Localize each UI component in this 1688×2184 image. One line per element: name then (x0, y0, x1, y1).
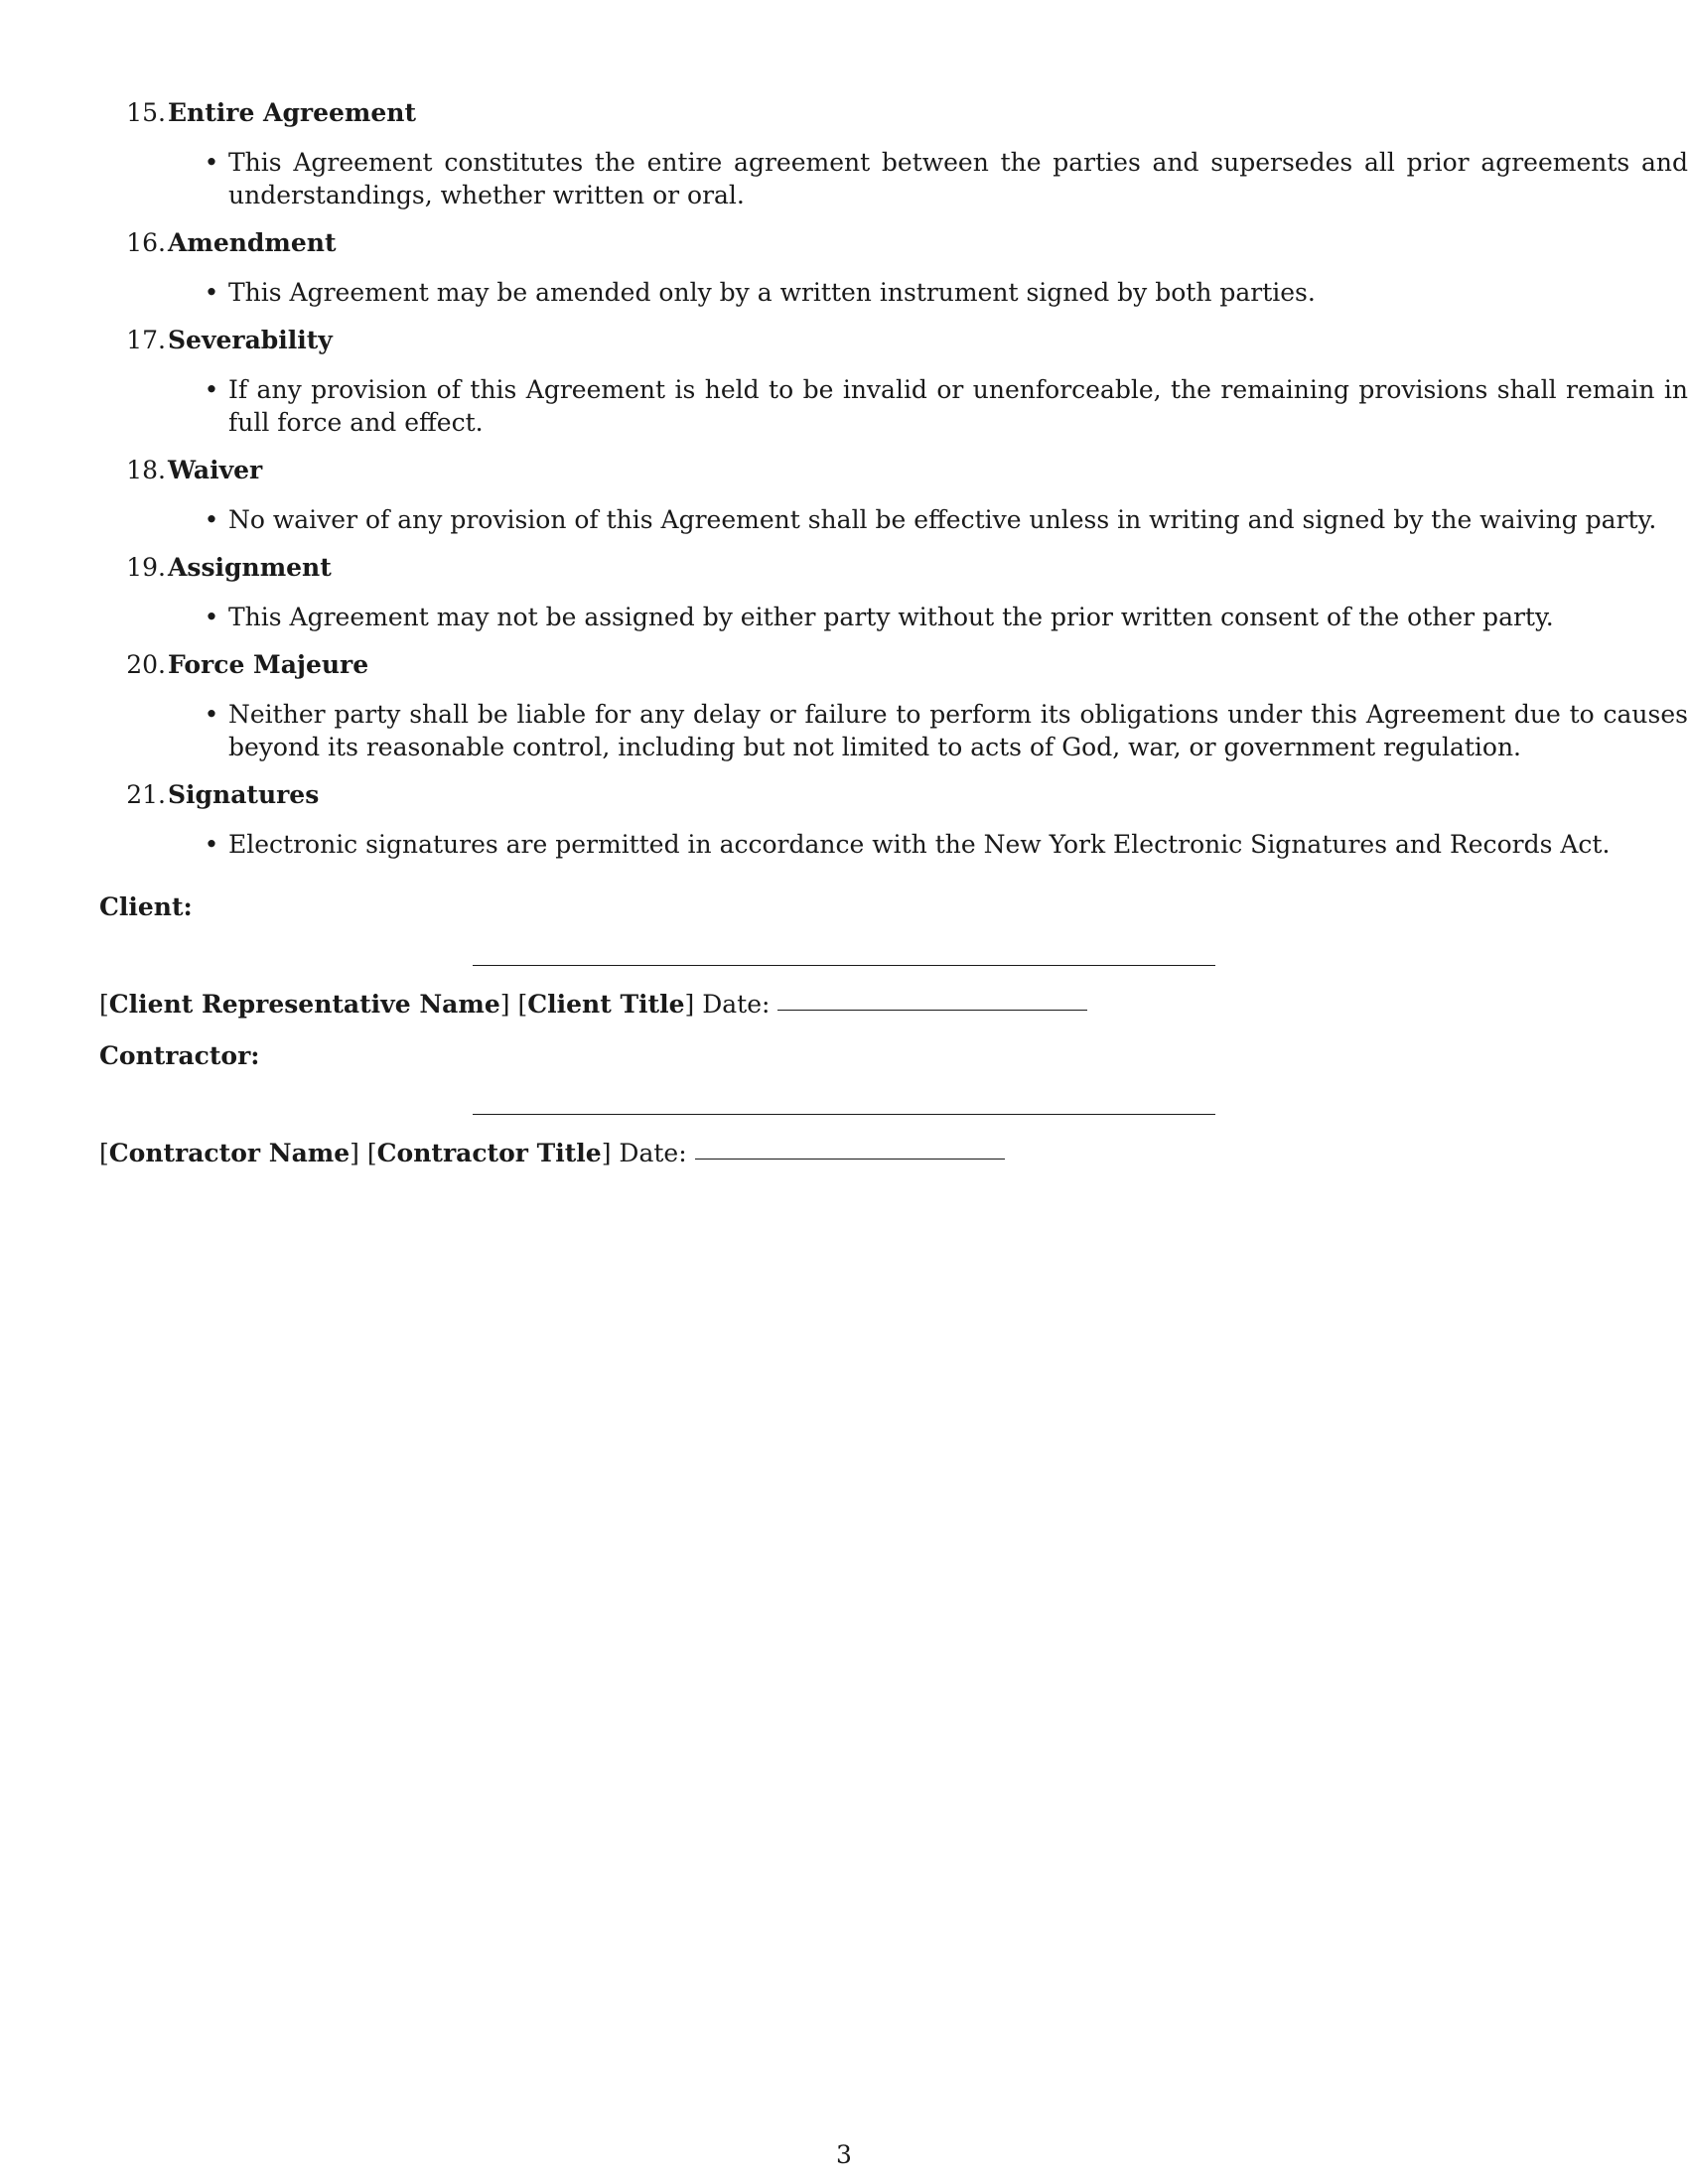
contractor-title-bracket: [Contractor Title] (366, 1139, 612, 1167)
section-title: Force Majeure (168, 650, 369, 679)
section-amendment (99, 226, 1589, 324)
client-title: Client Title (527, 990, 685, 1019)
contractor-title: Contractor Title (376, 1139, 602, 1167)
section-number: 21. (126, 780, 166, 809)
bullet-icon: • (204, 700, 219, 729)
client-label-row (99, 890, 1589, 924)
section-bullet (204, 357, 1688, 454)
contractor-signature-line (473, 1114, 1215, 1115)
section-number: 18. (126, 456, 166, 484)
section-heading (99, 454, 1589, 487)
section-heading (99, 324, 1589, 357)
bullet-text: Electronic signatures are permitted in accordance with the New York Electronic Signatures and Records Act. (228, 830, 1611, 859)
section-severability (99, 324, 1688, 454)
contractor-label: Contractor: (99, 1041, 260, 1070)
section-bullet (204, 812, 1688, 876)
section-bullet (204, 585, 1688, 648)
contractor-date-line (695, 1159, 1005, 1160)
bullet-icon: • (204, 375, 219, 404)
sections-list (99, 96, 1688, 876)
bullet-text: If any provision of this Agreement is held to be invalid or unenforceable, the remaining provisions shall remain in full force and effect. (228, 375, 1688, 437)
section-title: Assignment (168, 553, 332, 582)
client-signature-line (473, 965, 1215, 966)
client-name: Client Representative Name (108, 990, 500, 1019)
section-waiver (99, 454, 1657, 551)
bullet-icon: • (204, 603, 219, 631)
bullet-text: No waiver of any provision of this Agreement shall be effective unless in writing and signed by the waiving party. (228, 505, 1657, 534)
section-bullet (204, 487, 1688, 551)
section-number: 20. (126, 650, 166, 679)
bullet-text: Neither party shall be liable for any delay or failure to perform its obligations under this Agreement due to causes beyond its reasonable control, including but not limited to acts of God, war, or government regulation. (228, 700, 1688, 761)
section-title: Severability (168, 326, 333, 354)
section-signatures (99, 778, 1611, 876)
bullet-text: This Agreement may be amended only by a written instrument signed by both parties. (228, 278, 1316, 307)
bullet-icon: • (204, 830, 219, 859)
section-title: Waiver (168, 456, 263, 484)
contractor-name-bracket: [Contractor Name] (99, 1139, 359, 1167)
bullet-icon: • (204, 278, 219, 307)
section-number: 15. (126, 98, 166, 127)
client-label: Client: (99, 892, 193, 921)
section-title: Amendment (168, 228, 337, 257)
section-number: 16. (126, 228, 166, 257)
bullet-icon: • (204, 148, 219, 177)
client-title-bracket: [Client Title] (517, 990, 695, 1019)
bullet-icon: • (204, 505, 219, 534)
section-title: Entire Agreement (168, 98, 416, 127)
contractor-date-label: Date: (619, 1139, 687, 1167)
contractor-name: Contractor Name (108, 1139, 351, 1167)
section-entire-agreement (99, 96, 1688, 226)
client-name-row (99, 988, 1589, 1022)
section-heading (99, 778, 1589, 812)
client-name-bracket: [Client Representative Name] (99, 990, 510, 1019)
section-assignment (99, 551, 1589, 648)
bullet-text: This Agreement constitutes the entire agreement between the parties and supersedes all prior agreements and understandings, whether written or oral. (228, 148, 1688, 209)
section-number: 17. (126, 326, 166, 354)
client-date-label: Date: (702, 990, 771, 1019)
section-bullet (204, 130, 1688, 226)
section-heading (99, 96, 1589, 130)
page-number: 3 (836, 2140, 852, 2169)
section-heading (99, 551, 1589, 585)
contractor-name-row (99, 1137, 1589, 1170)
section-title: Signatures (168, 780, 320, 809)
section-number: 19. (126, 553, 166, 582)
contractor-label-row (99, 1039, 1589, 1073)
section-bullet (204, 260, 1688, 324)
section-force-majeure (99, 648, 1688, 778)
section-heading (99, 226, 1589, 260)
client-date-line (777, 1010, 1087, 1011)
section-heading (99, 648, 1589, 682)
section-bullet (204, 682, 1688, 778)
bullet-text: This Agreement may not be assigned by either party without the prior written consent of the other party. (228, 603, 1554, 631)
